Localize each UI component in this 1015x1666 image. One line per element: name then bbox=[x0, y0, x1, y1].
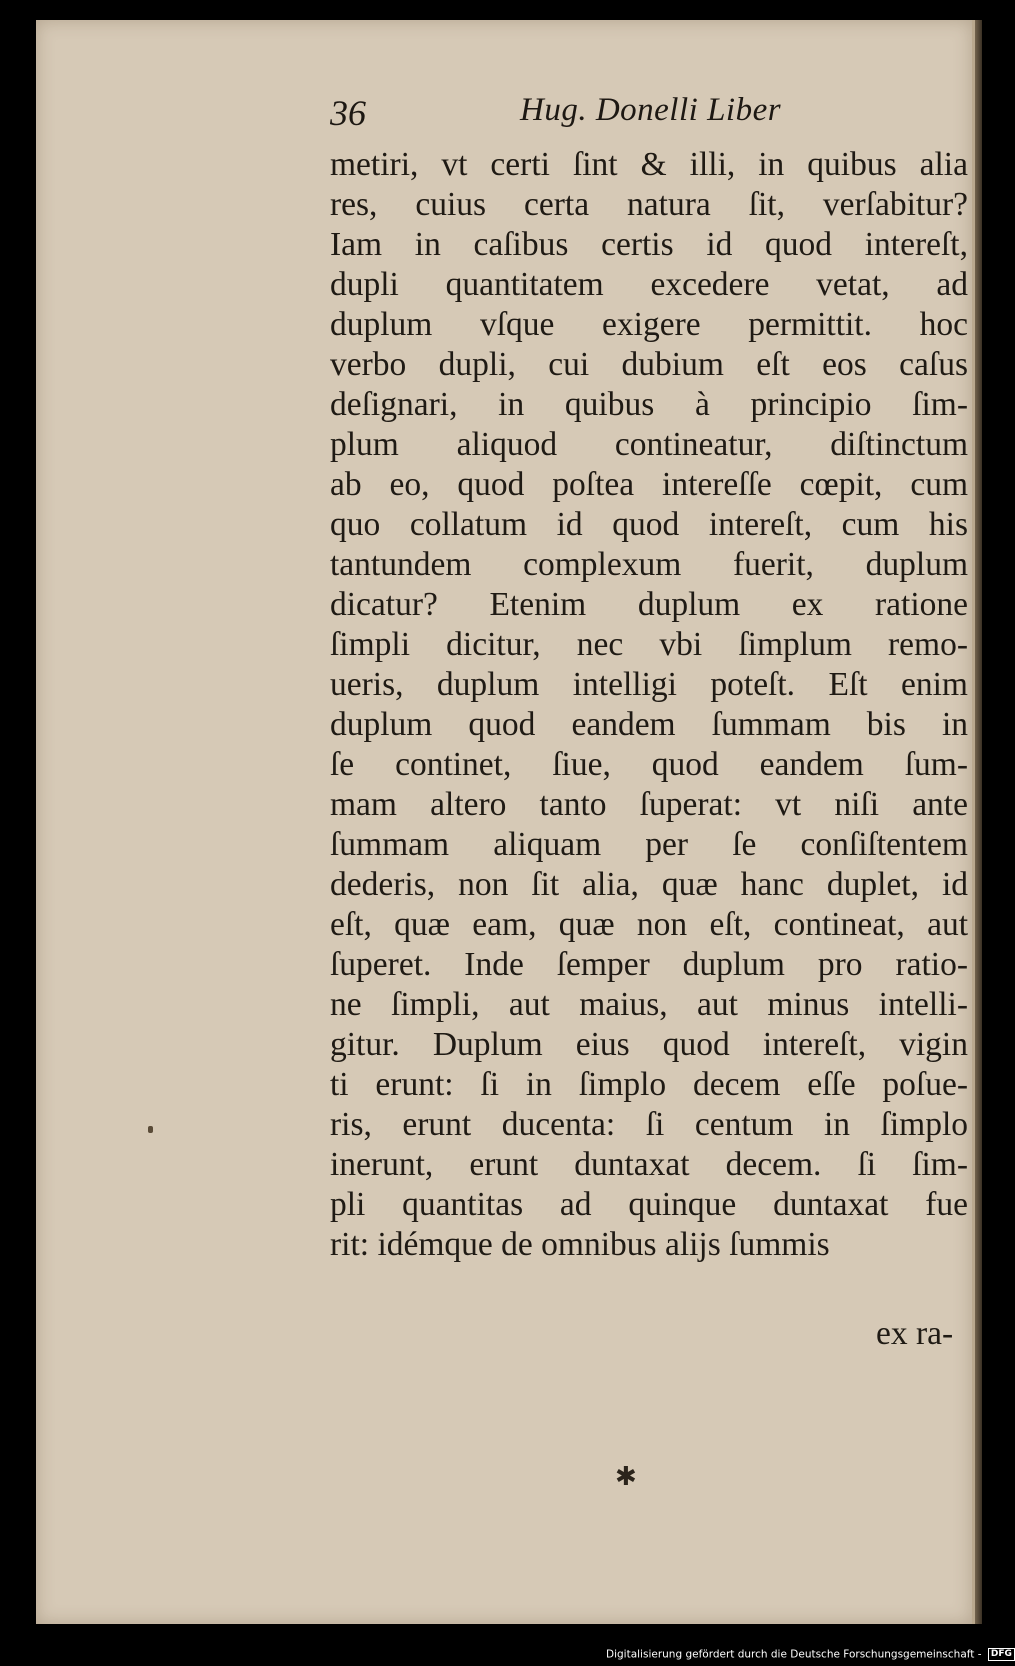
running-title: Hug. Donelli Liber bbox=[520, 92, 782, 128]
text-line: deſignari, in quibus à principio ſim- bbox=[330, 386, 968, 423]
text-line: metiri, vt certi ſint & illi, in quibus alia bbox=[330, 146, 968, 183]
text-line: tantundem complexum fuerit, duplum bbox=[330, 546, 968, 583]
text-line: ti erunt: ſi in ſimplo decem eſſe poſue- bbox=[330, 1066, 968, 1103]
text-line: ſe continet, ſiue, quod eandem ſum- bbox=[330, 746, 968, 783]
text-line: ne ſimpli, aut maius, aut minus intelli- bbox=[330, 986, 968, 1023]
text-line: eſt, quæ eam, quæ non eſt, contineat, aut bbox=[330, 906, 968, 943]
text-line: ſummam aliquam per ſe conſiſtentem bbox=[330, 826, 968, 863]
text-line: ab eo, quod poſtea intereſſe cœpit, cum bbox=[330, 466, 968, 503]
text-line: inerunt, erunt duntaxat decem. ſi ſim- bbox=[330, 1146, 968, 1183]
catchword: ex ra- bbox=[876, 1315, 954, 1352]
text-line: quo collatum id quod intereſt, cum his bbox=[330, 506, 968, 543]
text-line: res, cuius certa natura ſit, verſabitur? bbox=[330, 186, 968, 223]
text-line: dicatur? Etenim duplum ex ratione bbox=[330, 586, 968, 623]
ink-speck bbox=[148, 1126, 153, 1133]
text-line: gitur. Duplum eius quod intereſt, vigin bbox=[330, 1026, 968, 1063]
text-line: pli quantitas ad quinque duntaxat fue bbox=[330, 1186, 968, 1223]
text-line: Iam in caſibus certis id quod intereſt, bbox=[330, 226, 968, 263]
text-line: duplum vſque exigere permittit. hoc bbox=[330, 306, 968, 343]
credit-text: Digitalisierung gefördert durch die Deutsche Forschungsgemeinschaft - bbox=[606, 1648, 982, 1661]
text-line: ſuperet. Inde ſemper duplum pro ratio- bbox=[330, 946, 968, 983]
text-line: ris, erunt ducenta: ſi centum in ſimplo bbox=[330, 1106, 968, 1143]
page-number: 36 bbox=[330, 93, 366, 133]
running-head bbox=[330, 92, 830, 142]
signature-mark: ✱ bbox=[615, 1462, 637, 1491]
text-line: mam altero tanto ſuperat: vt niſi ante bbox=[330, 786, 968, 823]
dfg-logo: DFG bbox=[988, 1648, 1015, 1661]
body-text bbox=[330, 145, 968, 1265]
text-line: plum aliquod contineatur, diſtinctum bbox=[330, 426, 968, 463]
text-line: ueris, duplum intelligi poteſt. Eſt enim bbox=[330, 666, 968, 703]
text-line: rit: idémque de omnibus alijs ſummis bbox=[330, 1226, 830, 1263]
text-line: verbo dupli, cui dubium eſt eos caſus bbox=[330, 346, 968, 383]
text-line: dupli quantitatem excedere vetat, ad bbox=[330, 266, 968, 303]
text-line: dederis, non ſit alia, quæ hanc duplet, id bbox=[330, 866, 968, 903]
text-line: ſimpli dicitur, nec vbi ſimplum remo- bbox=[330, 626, 968, 663]
text-line: duplum quod eandem ſummam bis in bbox=[330, 706, 968, 743]
digitization-credit bbox=[606, 1648, 1015, 1661]
